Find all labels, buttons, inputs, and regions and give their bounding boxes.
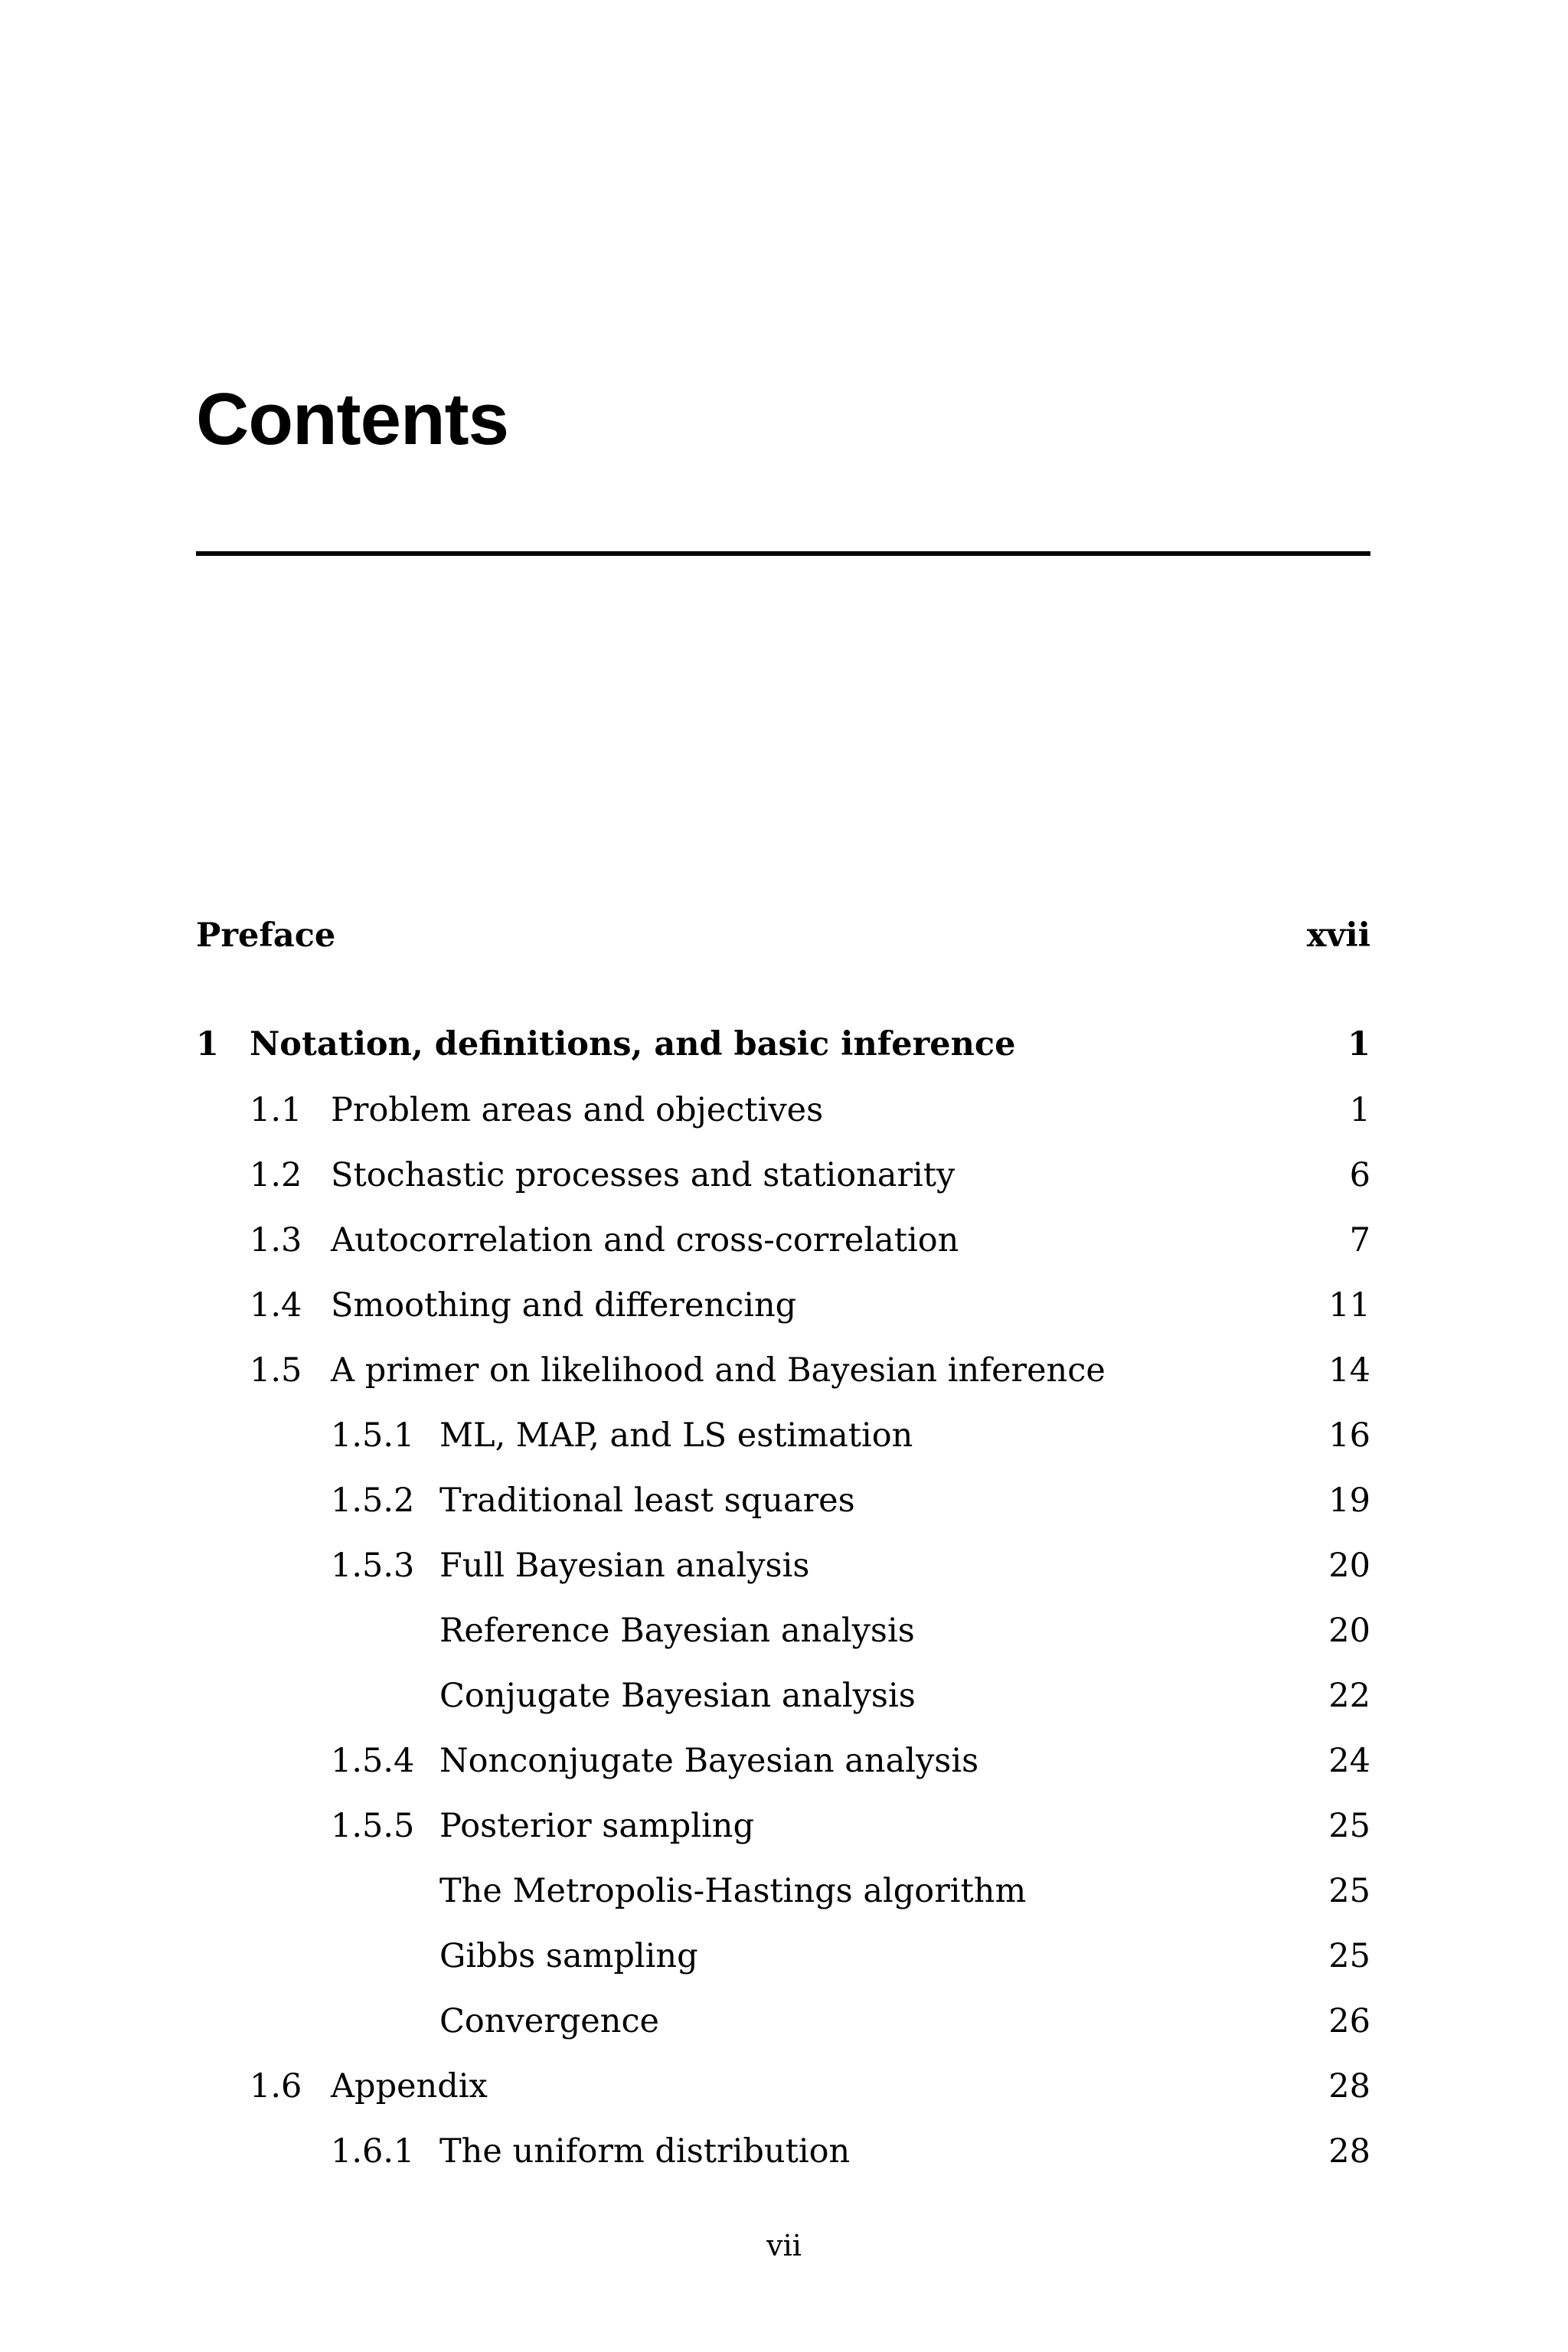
toc-entry-paragraph[interactable] xyxy=(196,1868,1370,1914)
toc-entry-paragraph[interactable] xyxy=(196,1673,1370,1719)
toc-entry-page: 1 xyxy=(1348,1025,1370,1063)
toc-entry-title: Convergence xyxy=(439,2002,659,2040)
toc-entry-number: 1.3 xyxy=(250,1221,302,1259)
toc-entry-number: 1.2 xyxy=(250,1156,302,1194)
toc-entry-page: 24 xyxy=(1328,1742,1370,1780)
toc-entry-title: Smoothing and differencing xyxy=(331,1286,797,1325)
toc-entry-number: 1.5.4 xyxy=(331,1742,415,1780)
toc-entry-page: 11 xyxy=(1328,1286,1370,1325)
toc-entry-section[interactable] xyxy=(196,1282,1370,1328)
toc-entry-title: Nonconjugate Bayesian analysis xyxy=(439,1742,979,1780)
toc-entry-title: Appendix xyxy=(331,2067,488,2105)
toc-entry-section[interactable] xyxy=(196,1087,1370,1133)
toc-entry-paragraph[interactable] xyxy=(196,1608,1370,1654)
toc-entry-title: Traditional least squares xyxy=(439,1481,855,1520)
toc-entry-number: 1.1 xyxy=(250,1091,302,1129)
toc-entry-section[interactable] xyxy=(196,1152,1370,1198)
toc-entry-page: 16 xyxy=(1328,1416,1370,1455)
toc-entry-subsection[interactable] xyxy=(196,1478,1370,1524)
toc-entry-number: 1.6.1 xyxy=(331,2132,415,2171)
toc-entry-title: Full Bayesian analysis xyxy=(439,1547,810,1585)
toc-entry-title: The Metropolis-Hastings algorithm xyxy=(439,1872,1027,1910)
toc-entry-page: 19 xyxy=(1328,1481,1370,1520)
toc-entry-page: 6 xyxy=(1349,1156,1370,1194)
toc-entry-page: 22 xyxy=(1328,1677,1370,1715)
toc-entry-preface[interactable] xyxy=(196,913,1370,959)
toc-entry-subsection[interactable] xyxy=(196,1803,1370,1849)
toc-entry-title: Preface xyxy=(196,916,336,955)
toc-entry-title: Stochastic processes and stationarity xyxy=(331,1156,956,1194)
toc-entry-page: 20 xyxy=(1328,1547,1370,1585)
toc-entry-page: 25 xyxy=(1328,1937,1370,1975)
toc-entry-page: 28 xyxy=(1328,2132,1370,2171)
toc-entry-page: 1 xyxy=(1349,1091,1370,1129)
toc-entry-page: xvii xyxy=(1306,916,1370,955)
toc-entry-number: 1.5.2 xyxy=(331,1481,415,1520)
toc-entry-title: Posterior sampling xyxy=(439,1807,755,1845)
toc-entry-page: 28 xyxy=(1328,2067,1370,2105)
toc-entry-subsection[interactable] xyxy=(196,1738,1370,1784)
toc-entry-subsection[interactable] xyxy=(196,2128,1370,2174)
toc-entry-number: 1.5 xyxy=(250,1351,302,1390)
toc-entry-title: Problem areas and objectives xyxy=(331,1091,824,1129)
toc-entry-paragraph[interactable] xyxy=(196,1998,1370,2044)
toc-entry-title: Autocorrelation and cross-correlation xyxy=(331,1221,959,1259)
toc-entry-title: ML, MAP, and LS estimation xyxy=(439,1416,913,1455)
toc-entry-title: The uniform distribution xyxy=(439,2132,851,2171)
toc-entry-number: 1.5.5 xyxy=(331,1807,415,1845)
toc-entry-section[interactable] xyxy=(196,1348,1370,1393)
toc-entry-title: Gibbs sampling xyxy=(439,1937,698,1975)
toc-entry-title: Conjugate Bayesian analysis xyxy=(439,1677,916,1715)
toc-entry-section[interactable] xyxy=(196,1217,1370,1263)
page-title: Contents xyxy=(196,378,508,460)
toc-entry-page: 7 xyxy=(1349,1221,1370,1259)
toc-entry-number: 1.5.3 xyxy=(331,1547,415,1585)
toc-entry-paragraph[interactable] xyxy=(196,1933,1370,1979)
toc-entry-chapter-1[interactable] xyxy=(196,1021,1370,1067)
toc-entry-page: 25 xyxy=(1328,1807,1370,1845)
toc-entry-title: Notation, definitions, and basic inference xyxy=(250,1025,1016,1063)
toc-entry-subsection[interactable] xyxy=(196,1413,1370,1459)
toc-entry-number: 1.5.1 xyxy=(331,1416,415,1455)
title-rule xyxy=(196,551,1370,556)
toc-entry-page: 26 xyxy=(1328,2002,1370,2040)
toc-entry-number: 1.6 xyxy=(250,2067,302,2105)
toc-entry-title: A primer on likelihood and Bayesian inference xyxy=(331,1351,1106,1390)
toc-entry-title: Reference Bayesian analysis xyxy=(439,1612,915,1650)
toc-entry-number: 1.4 xyxy=(250,1286,302,1325)
page-number: vii xyxy=(766,2229,802,2262)
toc-entry-page: 20 xyxy=(1328,1612,1370,1650)
toc-entry-subsection[interactable] xyxy=(196,1543,1370,1589)
toc-entry-number: 1 xyxy=(196,1025,219,1063)
toc-entry-section[interactable] xyxy=(196,2063,1370,2109)
toc-entry-page: 25 xyxy=(1328,1872,1370,1910)
toc-entry-page: 14 xyxy=(1328,1351,1370,1390)
